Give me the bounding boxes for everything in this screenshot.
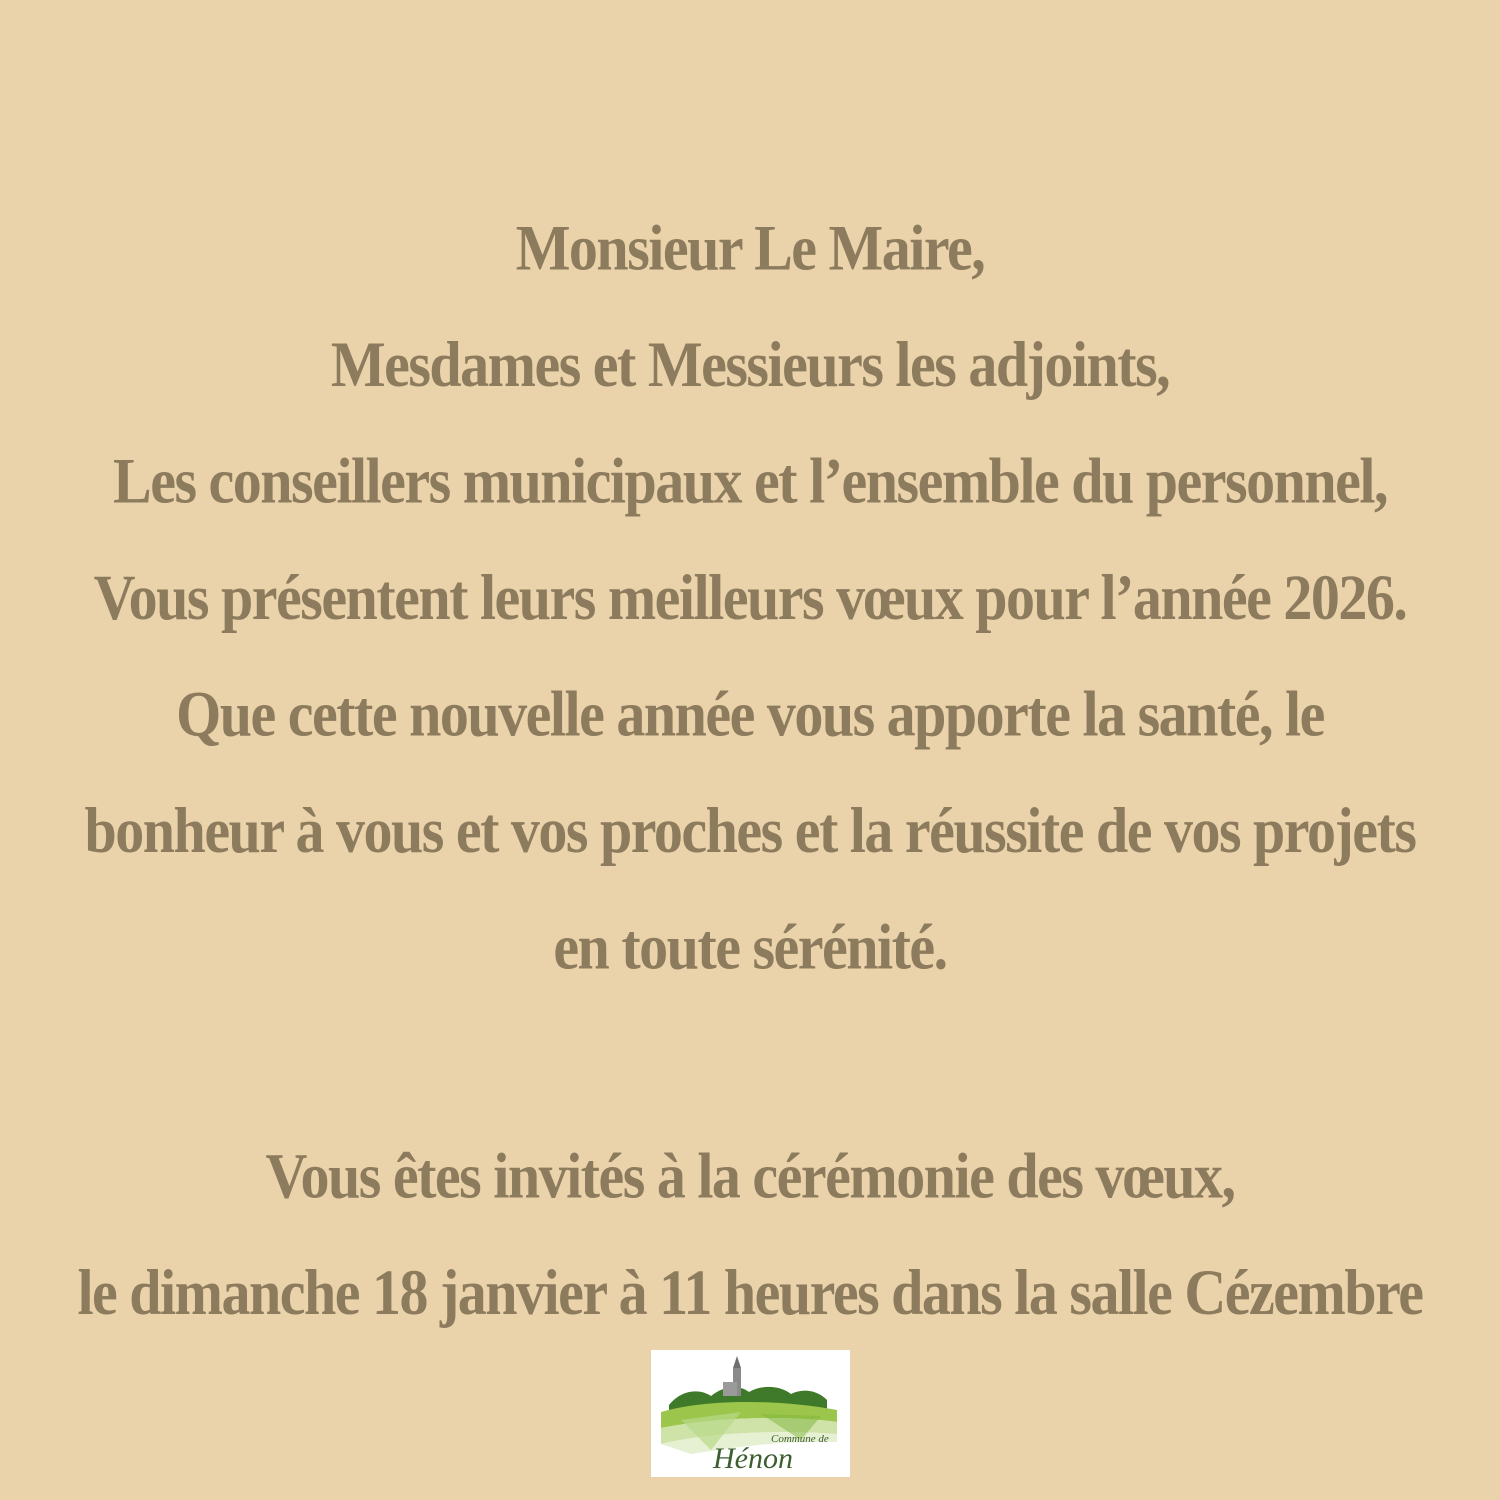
greeting-line: Vous présentent leurs meilleurs vœux pour l’année 2026. [93, 560, 1407, 634]
logo-illustration [651, 1350, 850, 1477]
invitation-line: le dimanche 18 janvier à 11 heures dans la salle Cézembre [77, 1255, 1423, 1329]
greeting-line: en toute sérénité. [553, 910, 947, 983]
greeting-line: Mesdames et Messieurs les adjoints, [330, 327, 1170, 401]
greeting-line: Que cette nouvelle année vous apporte la santé, le [176, 677, 1324, 750]
greeting-line: Les conseillers municipaux et l’ensemble du personnel, [113, 444, 1387, 518]
greeting-line: bonheur à vous et vos proches et la réussite de vos projets [84, 793, 1416, 867]
logo-small-text: Commune de [771, 1433, 829, 1445]
logo-big-text: Hénon [713, 1442, 793, 1475]
commune-de-henon-logo [651, 1350, 850, 1477]
invitation-line: Vous êtes invités à la cérémonie des vœux, [265, 1139, 1235, 1213]
invitation-text-block [0, 1118, 1500, 1351]
greeting-text-block [0, 190, 1500, 1005]
greeting-line: Monsieur Le Maire, [515, 211, 985, 285]
